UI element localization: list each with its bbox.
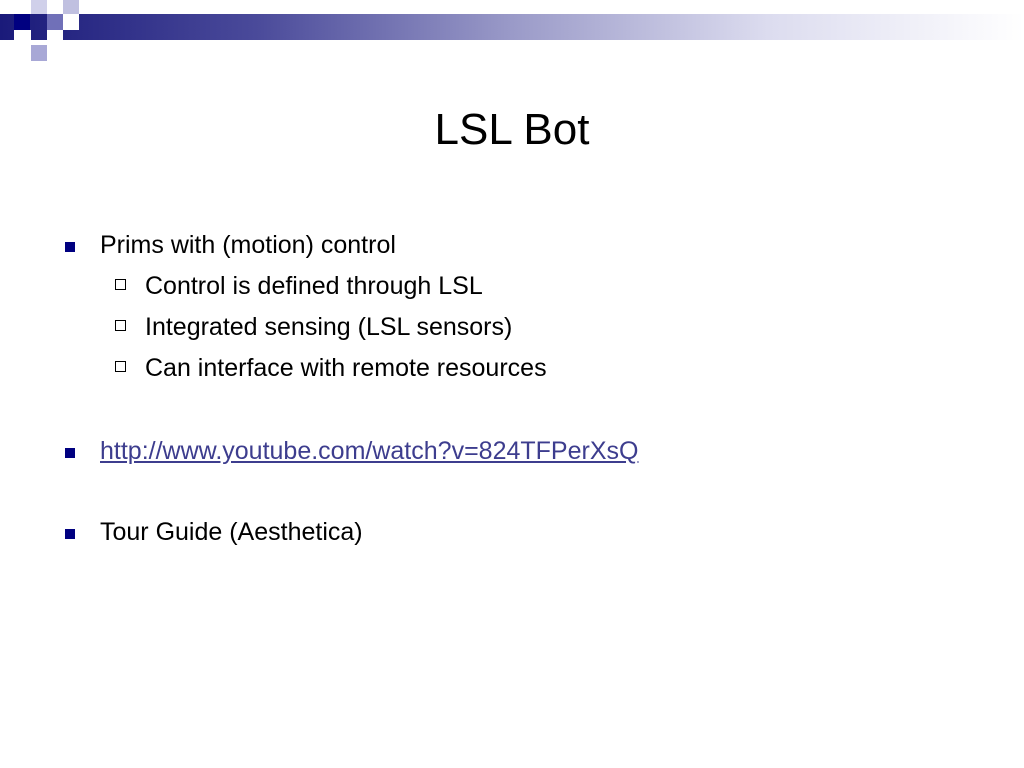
sub-bullet-item — [60, 269, 980, 310]
header-square-decoration — [31, 0, 47, 14]
header-square-decoration — [47, 30, 63, 45]
bullet-item — [60, 228, 980, 262]
filled-square-bullet-icon — [65, 529, 75, 539]
sub-bullet-text: Integrated sensing (LSL sensors) — [145, 313, 513, 341]
header-square-decoration — [31, 45, 47, 61]
sub-bullet-text: Can interface with remote resources — [145, 354, 547, 382]
hollow-square-bullet-icon — [115, 320, 126, 331]
filled-square-bullet-icon — [65, 242, 75, 252]
bullet-text: Tour Guide (Aesthetica) — [100, 518, 363, 546]
sub-bullet-text: Control is defined through LSL — [145, 272, 483, 300]
youtube-link[interactable]: http://www.youtube.com/watch?v=824TFPerXsQ — [100, 437, 639, 465]
header-square-decoration — [14, 14, 30, 30]
sub-bullet-item — [60, 351, 980, 392]
bullet-list — [60, 228, 980, 549]
header-square-decoration — [63, 0, 79, 14]
header-gradient-band — [0, 14, 1024, 40]
header-square-decoration — [14, 30, 31, 45]
filled-square-bullet-icon — [65, 448, 75, 458]
hollow-square-bullet-icon — [115, 279, 126, 290]
bullet-item — [60, 515, 980, 549]
hollow-square-bullet-icon — [115, 361, 126, 372]
bullet-item — [60, 434, 980, 468]
header-square-decoration — [47, 14, 63, 30]
bullet-text: Prims with (motion) control — [100, 231, 396, 259]
header-square-decoration — [63, 14, 79, 30]
slide-title: LSL Bot — [434, 105, 590, 154]
sub-bullet-item — [60, 310, 980, 351]
